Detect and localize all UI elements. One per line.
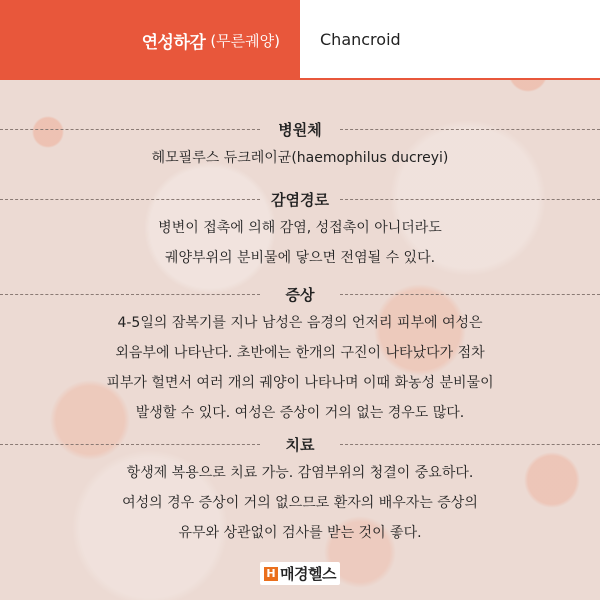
divider-line xyxy=(340,129,600,130)
header-english-panel xyxy=(300,0,600,80)
section-body xyxy=(0,143,600,173)
section-pathogen xyxy=(0,117,600,173)
section-body xyxy=(0,213,600,273)
body-line: 궤양부위의 분비물에 닿으면 전염될 수 있다. xyxy=(164,250,436,266)
section-title: 병원체 xyxy=(278,120,322,139)
section-header xyxy=(0,432,600,456)
section-header xyxy=(0,187,600,211)
divider-line xyxy=(0,199,260,200)
divider-line xyxy=(340,199,600,200)
title-english: Chancroid xyxy=(320,29,401,49)
title-korean-subtitle: (무른궤양) xyxy=(210,31,280,50)
body-line: 항생제 복용으로 치료 가능. 감염부위의 청결이 중요하다. xyxy=(126,465,474,481)
body-line: 여성의 경우 증상이 거의 없으므로 환자의 배우자는 증상의 xyxy=(122,495,478,511)
section-body xyxy=(0,308,600,428)
logo-container xyxy=(260,562,340,585)
divider-line xyxy=(0,294,260,295)
section-title: 감염경로 xyxy=(271,190,329,209)
body-line: 피부가 헐면서 여러 개의 궤양이 나타나며 이때 화농성 분비물이 xyxy=(106,375,494,391)
body-line: 4-5일의 잠복기를 지나 남성은 음경의 언저리 피부에 여성은 xyxy=(117,315,483,331)
section-header xyxy=(0,282,600,306)
section-title: 증상 xyxy=(285,285,315,304)
body-line: 외음부에 나타난다. 초반에는 한개의 구진이 나타났다가 점차 xyxy=(115,345,485,361)
title-korean: 연성하감 xyxy=(141,32,206,53)
section-title: 치료 xyxy=(285,435,315,454)
header-title-panel xyxy=(0,0,300,80)
divider-line xyxy=(0,444,260,445)
section-header xyxy=(0,117,600,141)
divider-line xyxy=(340,294,600,295)
logo-text: 매경헬스 xyxy=(280,565,336,583)
body-line: 병변이 접촉에 의해 감염, 성접촉이 아니더라도 xyxy=(158,220,442,236)
section-symptoms xyxy=(0,282,600,428)
section-treatment xyxy=(0,432,600,548)
body-line: 유무와 상관없이 검사를 받는 것이 좋다. xyxy=(178,525,422,541)
divider-line xyxy=(340,444,600,445)
section-body xyxy=(0,458,600,548)
body-line: 헤모필루스 듀크레이균(haemophilus ducreyi) xyxy=(151,150,449,166)
body-line: 발생할 수 있다. 여성은 증상이 거의 없는 경우도 많다. xyxy=(135,405,465,421)
header xyxy=(0,0,600,80)
divider-line xyxy=(0,129,260,130)
section-transmission xyxy=(0,187,600,273)
brand-logo xyxy=(0,562,600,585)
h-logo-icon: H xyxy=(264,567,278,581)
